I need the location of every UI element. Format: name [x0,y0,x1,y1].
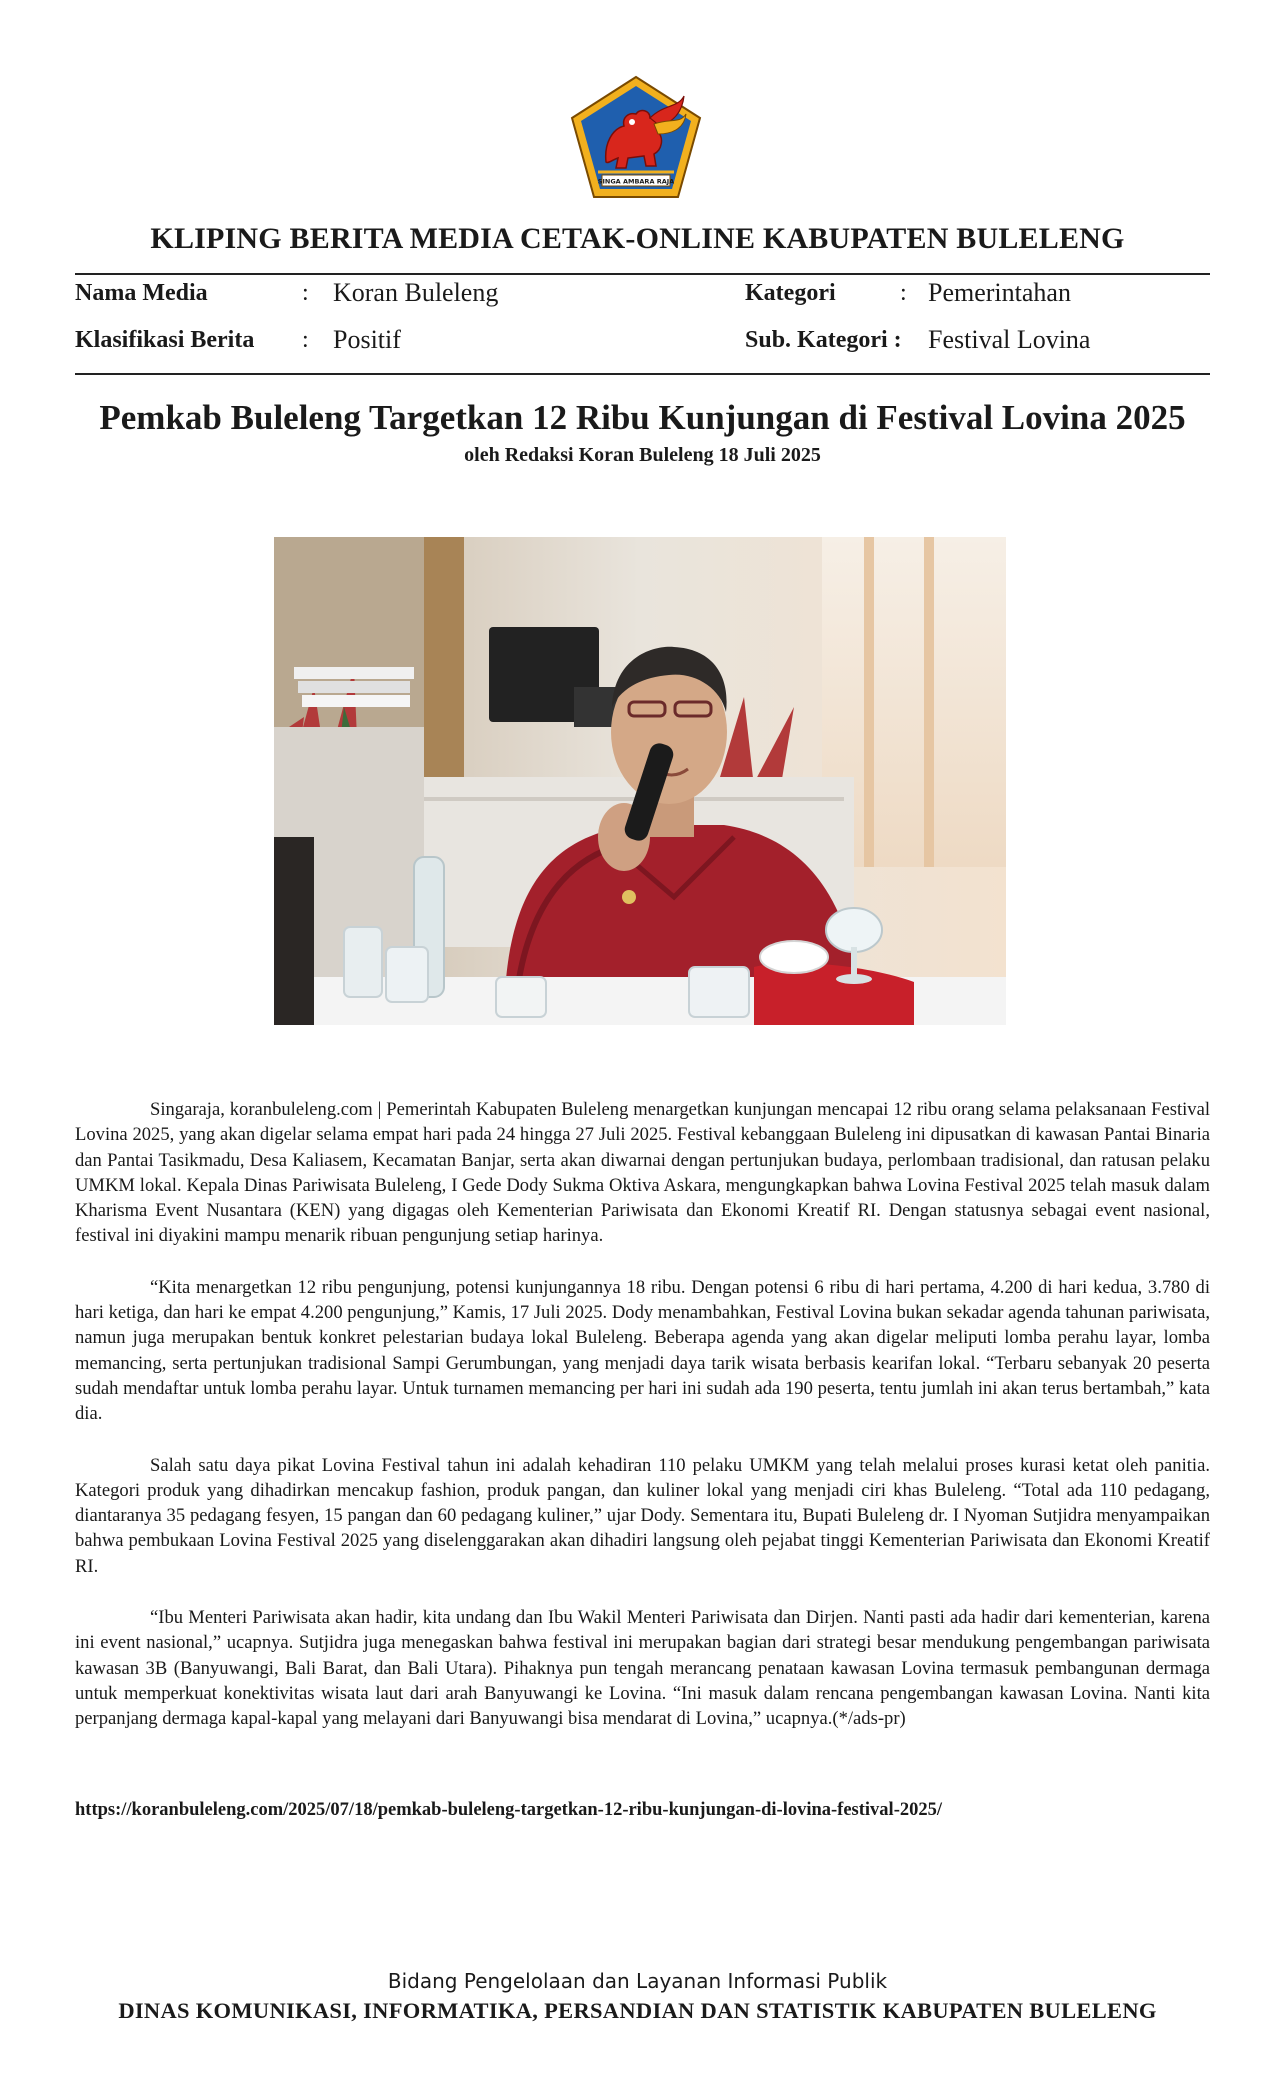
nama-media-value: Koran Buleleng [333,278,499,307]
article-paragraph-1: Singaraja, koranbuleleng.com | Pemerintah Kabupaten Buleleng menargetkan kunjungan mencapai 12 ribu orang selama pelaksanaan Festival Lovina 2025, yang akan digelar selama empat hari pada 24 hingga 27 Juli 2025. Festival kebanggaan Buleleng ini dipusatkan di kawasan Pantai Binaria dan Pantai Tasikmadu, Desa Kaliasem, Kecamatan Banjar, serta akan diwarnai dengan pertunjukan budaya, perlombaan tradisional, dan ratusan pelaku UMKM lokal. Kepala Dinas Pariwisata Buleleng, I Gede Dody Sukma Oktiva Askara, mengungkapkan bahwa Lovina Festival 2025 telah masuk dalam Kharisma Event Nusantara (KEN) yang digagas oleh Kementerian Pariwisata dan Ekonomi Kreatif RI. Dengan statusnya sebagai event nasional, festival ini diyakini mampu menarik ribuan pengunjung setiap harinya. [75,1099,1210,1247]
footer-division: Bidang Pengelolaan dan Layanan Informasi Publik [387,1969,888,1993]
klasifikasi-value: Positif [333,325,401,354]
article-photo [274,537,1006,1025]
footer-agency: DINAS KOMUNIKASI, INFORMATIKA, PERSANDIAN DAN STATISTIK KABUPATEN BULELENG [118,1998,1157,2023]
page-title: KLIPING BERITA MEDIA CETAK-ONLINE KABUPATEN BULELENG [150,222,1125,255]
klasifikasi-label: Klasifikasi Berita [75,327,255,353]
article-paragraph-4: “Ibu Menteri Pariwisata akan hadir, kita undang dan Ibu Wakil Menteri Pariwisata dan Dirjen. Nanti pasti ada hadir dari kementerian, karena ini event nasional,” ucapnya. Sutjidra juga menegaskan bahwa festival ini merupakan bagian dari strategi besar mendukung pengembangan pariwisata kawasan 3B (Banyuwangi, Bali Barat, dan Bali Utara). Pihaknya pun tengah merancang penataan kawasan Lovina termasuk pembangunan dermaga untuk memperkuat konektivitas wisata laut dari arah Banyuwangi ke Lovina. “Ini masuk dalam rencana pengembangan kawasan Lovina. Nanti kita perpanjang dermaga kapal-kapal yang melayani dari Banyuwangi bisa mendarat di Lovina,” ucapnya.(*/ads-pr) [75,1607,1210,1730]
sub-kategori-value: Festival Lovina [928,325,1091,354]
divider-top [75,273,1210,275]
kategori-label: Kategori [745,280,836,306]
article-paragraph-2: “Kita menargetkan 12 ribu pengunjung, potensi kunjungannya 18 ribu. Dengan potensi 6 ribu di hari pertama, 4.200 di hari kedua, 3.780 di hari ketiga, dan hari ke empat 4.200 pengunjung,” Kamis, 17 Juli 2025. Dody menambahkan, Festival Lovina bukan sekadar agenda tahunan pariwisata, namun juga merupakan bentuk konkret pelestarian budaya lokal Buleleng. Beberapa agenda yang akan digelar meliputi lomba perahu layar, lomba memancing, serta pertunjukan tradisional Sampi Gerumbungan, yang menjadi daya tarik wisata berbasis kearifan lokal. “Terbaru sebanyak 20 peserta sudah mendaftar untuk lomba perahu layar. Untuk turnamen memancing per hari ini sudah ada 190 peserta, tentu jumlah ini akan terus bertambah,” kata dia. [75,1276,1210,1425]
kategori-value: Pemerintahan [928,278,1071,307]
source-link[interactable]: https://koranbuleleng.com/2025/07/18/pemkab-buleleng-targetkan-12-ribu-kunjungan-di-lovina-festival-2025/ [75,1800,942,1820]
nama-media-label: Nama Media [75,280,208,306]
article-byline: oleh Redaksi Koran Buleleng 18 Juli 2025 [464,444,821,466]
article-body [75,1097,1210,1758]
nama-media-colon: : [302,280,309,306]
buleleng-logo [566,74,706,202]
klasifikasi-colon: : [302,327,309,353]
article-paragraph-3: Salah satu daya pikat Lovina Festival tahun ini adalah kehadiran 110 pelaku UMKM yang telah melalui proses kurasi ketat oleh panitia. Kategori produk yang dihadirkan mencakup fashion, produk pangan, dan kuliner lokal yang menjadi ciri khas Buleleng. “Total ada 110 pedagang, diantaranya 35 pedagang fesyen, 15 pangan dan 60 pedagang kuliner,” ujar Dody. Sementara itu, Bupati Buleleng dr. I Nyoman Sutjidra menyampaikan bahwa pembukaan Lovina Festival 2025 yang diselenggarakan akan dihadiri langsung oleh pejabat tinggi Kementerian Pariwisata dan Ekonomi Kreatif RI. [75,1454,1210,1577]
sub-kategori-label: Sub. Kategori : [745,327,902,353]
kategori-colon: : [900,280,907,306]
divider-bottom [75,373,1210,375]
article-headline: Pemkab Buleleng Targetkan 12 Ribu Kunjungan di Festival Lovina 2025 [99,398,1186,437]
crest-motto: SINGA AMBARA RAJA [597,177,675,186]
singa-ambara-raja-crest-icon [566,74,706,202]
